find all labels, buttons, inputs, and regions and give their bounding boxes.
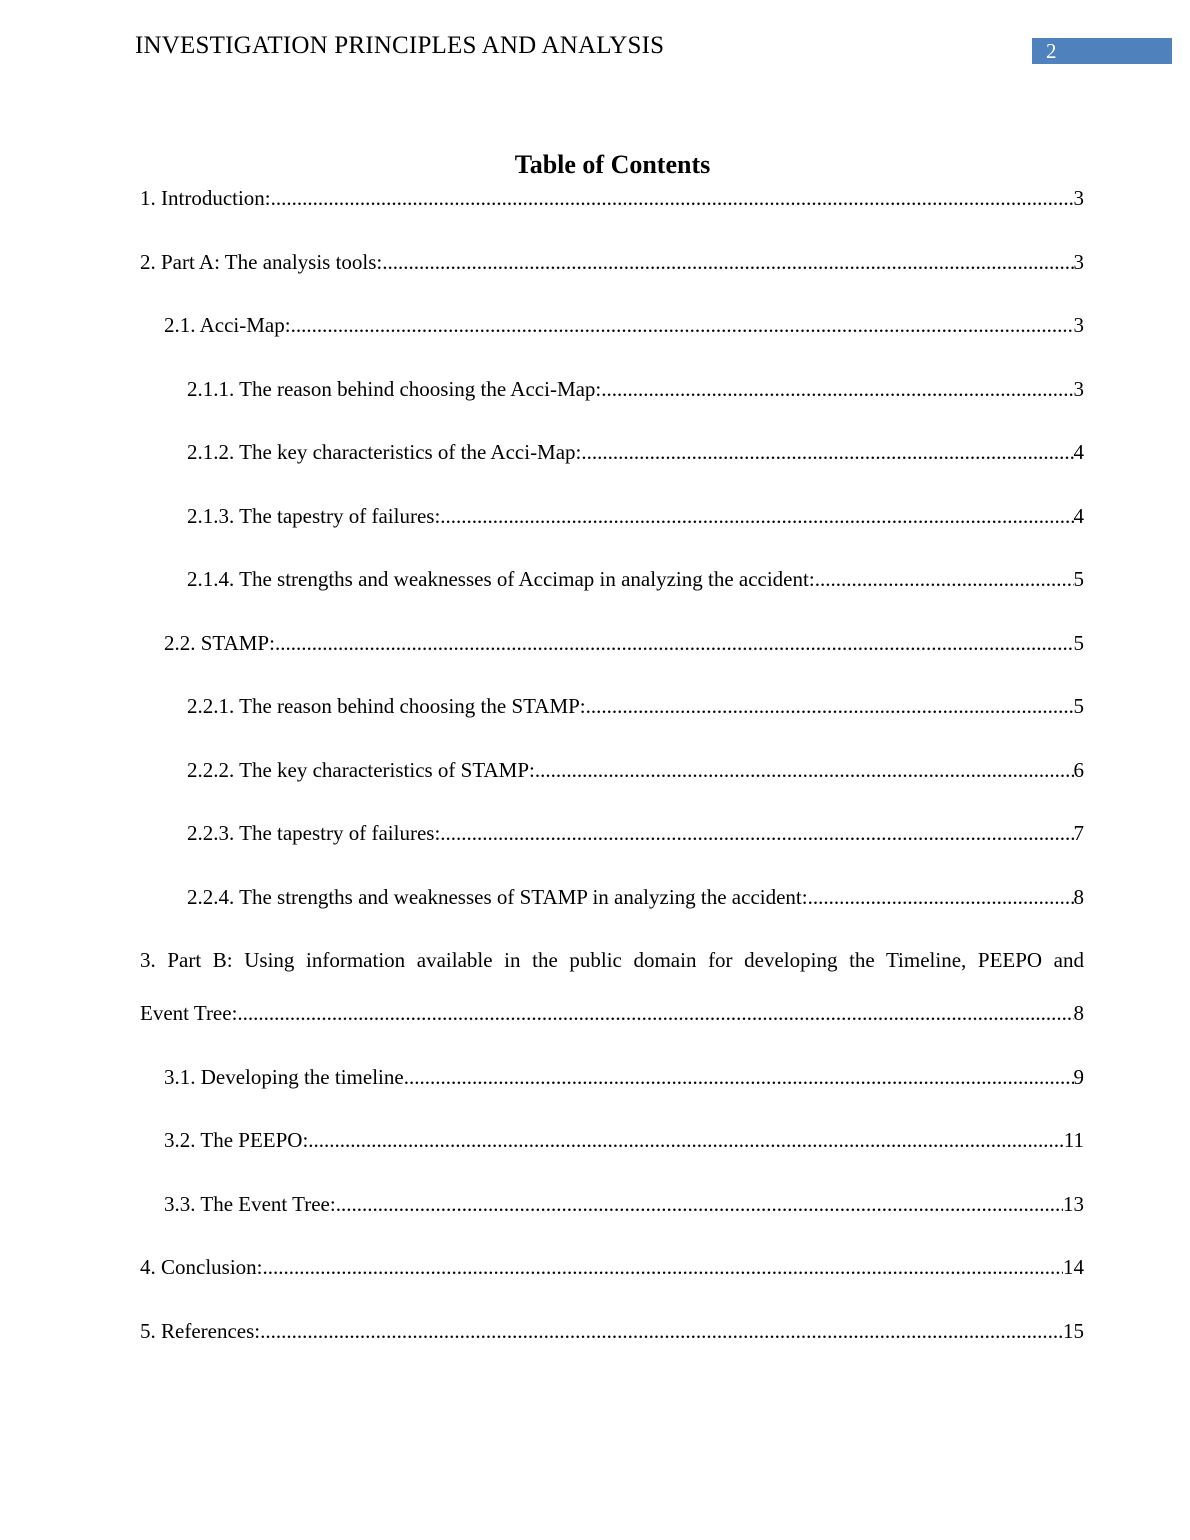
toc-dot-leader bbox=[263, 1250, 1063, 1284]
toc-entry-page: 8 bbox=[1073, 884, 1084, 909]
toc-entry-page: 3 bbox=[1073, 376, 1084, 401]
page-number-badge: 2 bbox=[1032, 38, 1172, 64]
toc-dot-leader bbox=[440, 499, 1073, 533]
toc-dot-leader bbox=[275, 626, 1074, 660]
toc-entry-conclusion[interactable] bbox=[140, 1250, 1084, 1284]
toc-entry-label: 3. Part B: Using information available in the public domain for developing the Timeline, PEEPO and bbox=[140, 948, 1084, 972]
toc-entry-page: 8 bbox=[1073, 1001, 1084, 1025]
toc-entry-label: 1. Introduction: bbox=[140, 186, 271, 210]
toc-entry-page: 5 bbox=[1073, 567, 1084, 591]
toc-entry-label: 3.2. The PEEPO: bbox=[164, 1128, 309, 1152]
toc-entry-stamp-reason[interactable] bbox=[140, 689, 1084, 723]
toc-entry-references[interactable] bbox=[140, 1314, 1084, 1348]
toc-entry-label: 2.1.1. The reason behind choosing the Acci-Map: bbox=[187, 376, 602, 401]
running-header: INVESTIGATION PRINCIPLES AND ANALYSIS bbox=[135, 32, 665, 59]
toc-entry-label: 4. Conclusion: bbox=[140, 1255, 263, 1279]
toc-dot-leader bbox=[308, 1123, 1063, 1157]
toc-dot-leader bbox=[404, 1060, 1074, 1094]
toc-entry-page: 6 bbox=[1073, 757, 1084, 782]
toc-entry-acci-map-characteristics[interactable] bbox=[140, 435, 1084, 469]
toc-dot-leader bbox=[535, 753, 1074, 787]
toc-entry-label: 2.1. Acci-Map: bbox=[164, 313, 291, 337]
toc-entry-acci-map[interactable] bbox=[140, 308, 1084, 342]
toc-entry-page: 15 bbox=[1063, 1318, 1084, 1343]
toc-entry-label: 5. References: bbox=[140, 1318, 261, 1343]
toc-entry-page: 13 bbox=[1063, 1191, 1084, 1216]
toc-entry-page: 3 bbox=[1073, 249, 1084, 274]
toc-entry-part-a[interactable] bbox=[140, 245, 1084, 279]
toc-entry-page: 9 bbox=[1073, 1064, 1084, 1089]
toc-dot-leader bbox=[440, 816, 1073, 850]
toc-entry-accimap-strengths[interactable] bbox=[140, 562, 1084, 596]
toc-entry-label: 2.1.2. The key characteristics of the Acci-Map: bbox=[187, 440, 582, 464]
toc-entry-acci-map-reason[interactable] bbox=[140, 372, 1084, 406]
toc-entry-page: 7 bbox=[1073, 821, 1084, 845]
toc-dot-leader bbox=[382, 245, 1073, 279]
toc-dot-leader bbox=[260, 1314, 1063, 1348]
toc-entry-page: 5 bbox=[1073, 630, 1084, 655]
toc-entry-part-b-line1[interactable] bbox=[140, 943, 1084, 977]
toc-entry-label: Event Tree: bbox=[140, 1001, 238, 1025]
toc-entry-part-b-line2[interactable] bbox=[140, 996, 1084, 1030]
toc-entry-label: 2.1.4. The strengths and weaknesses of Accimap in analyzing the accident: bbox=[187, 567, 815, 591]
toc-entry-page: 11 bbox=[1063, 1128, 1084, 1152]
toc-entry-page: 4 bbox=[1073, 440, 1084, 464]
toc-entry-timeline[interactable] bbox=[140, 1060, 1084, 1094]
toc-entry-label: 2.1.3. The tapestry of failures: bbox=[187, 503, 441, 528]
toc-dot-leader bbox=[808, 880, 1074, 914]
toc-dot-leader bbox=[336, 1187, 1063, 1221]
toc-entry-page: 4 bbox=[1073, 503, 1084, 528]
toc-entry-stamp-strengths[interactable] bbox=[140, 880, 1084, 914]
toc-entry-label: 2. Part A: The analysis tools: bbox=[140, 249, 383, 274]
toc-entry-stamp[interactable] bbox=[140, 626, 1084, 660]
toc-entry-label: 2.2.2. The key characteristics of STAMP: bbox=[187, 757, 535, 782]
toc-entry-page: 3 bbox=[1073, 313, 1084, 337]
toc-entry-label: 2.2.3. The tapestry of failures: bbox=[187, 821, 441, 845]
toc-dot-leader bbox=[601, 372, 1073, 406]
toc-entry-page: 3 bbox=[1073, 186, 1084, 210]
toc-dot-leader bbox=[581, 435, 1073, 469]
toc-dot-leader bbox=[586, 689, 1074, 723]
toc-entry-label: 2.2.1. The reason behind choosing the STAMP: bbox=[187, 694, 586, 718]
toc-entry-event-tree[interactable] bbox=[140, 1187, 1084, 1221]
toc-entry-stamp-characteristics[interactable] bbox=[140, 753, 1084, 787]
toc-entry-label: 3.1. Developing the timeline bbox=[164, 1064, 404, 1089]
toc-entry-acci-map-failures[interactable] bbox=[140, 499, 1084, 533]
toc-entry-page: 14 bbox=[1063, 1255, 1084, 1279]
toc-dot-leader bbox=[237, 996, 1073, 1030]
toc-entry-label: 2.2.4. The strengths and weaknesses of STAMP in analyzing the accident: bbox=[187, 884, 808, 909]
toc-entry-label: 3.3. The Event Tree: bbox=[164, 1191, 336, 1216]
table-of-contents bbox=[140, 181, 1084, 1377]
toc-title: Table of Contents bbox=[514, 150, 711, 179]
toc-dot-leader bbox=[271, 181, 1074, 215]
toc-entry-peepo[interactable] bbox=[140, 1123, 1084, 1157]
toc-entry-label: 2.2. STAMP: bbox=[164, 630, 275, 655]
toc-dot-leader bbox=[815, 562, 1074, 596]
toc-entry-introduction[interactable] bbox=[140, 181, 1084, 215]
toc-dot-leader bbox=[291, 308, 1074, 342]
toc-entry-page: 5 bbox=[1073, 694, 1084, 718]
toc-entry-stamp-failures[interactable] bbox=[140, 816, 1084, 850]
